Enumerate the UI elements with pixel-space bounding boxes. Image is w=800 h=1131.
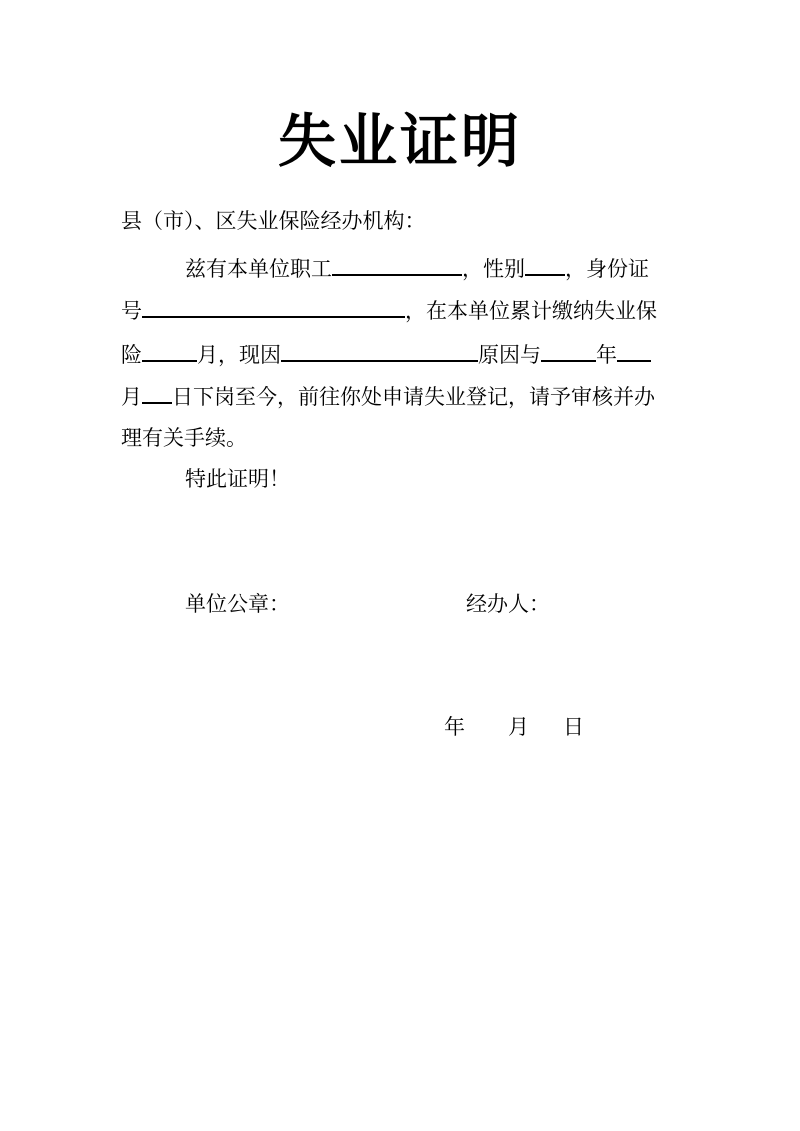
addressee: 县（市）、区失业保险经办机构： xyxy=(121,209,426,233)
text-year: 年 xyxy=(596,343,617,367)
text-insurance-end: 险 xyxy=(121,343,142,367)
body-line-2 xyxy=(121,294,657,326)
handler-label: 经办人： xyxy=(466,592,550,616)
text-layoff: 日下岗至今，前往你处申请失业登记，请予审核并办 xyxy=(172,385,655,409)
text-id-suffix: 号 xyxy=(121,299,142,323)
gender-blank[interactable] xyxy=(525,252,565,276)
body-line-1 xyxy=(185,252,649,284)
date-month: 月 xyxy=(508,715,529,739)
closing-statement: 特此证明！ xyxy=(185,467,290,491)
body-line-3 xyxy=(121,338,651,370)
day-blank[interactable] xyxy=(142,380,172,404)
text-reason-suffix: 原因与 xyxy=(478,343,541,367)
text-id-card: ，身份证 xyxy=(565,257,649,281)
reason-blank[interactable] xyxy=(281,338,478,362)
text-reason-prefix: 月，现因 xyxy=(197,343,281,367)
seal-label: 单位公章： xyxy=(185,592,290,616)
body-line-4 xyxy=(121,380,655,412)
date-day: 日 xyxy=(563,715,584,739)
page-title: 失业证明 xyxy=(277,107,522,175)
date-year: 年 xyxy=(444,715,465,739)
text-month: 月 xyxy=(121,385,142,409)
id-number-blank[interactable] xyxy=(142,294,405,318)
year-blank[interactable] xyxy=(541,338,596,362)
text-gender: ，性别 xyxy=(462,257,525,281)
months-blank[interactable] xyxy=(142,338,197,362)
text-insurance: ，在本单位累计缴纳失业保 xyxy=(405,299,657,323)
text-employee-prefix: 兹有本单位职工 xyxy=(185,257,332,281)
body-line-5: 理有关手续。 xyxy=(121,426,247,450)
month-blank[interactable] xyxy=(617,338,651,362)
employee-name-blank[interactable] xyxy=(332,252,462,276)
